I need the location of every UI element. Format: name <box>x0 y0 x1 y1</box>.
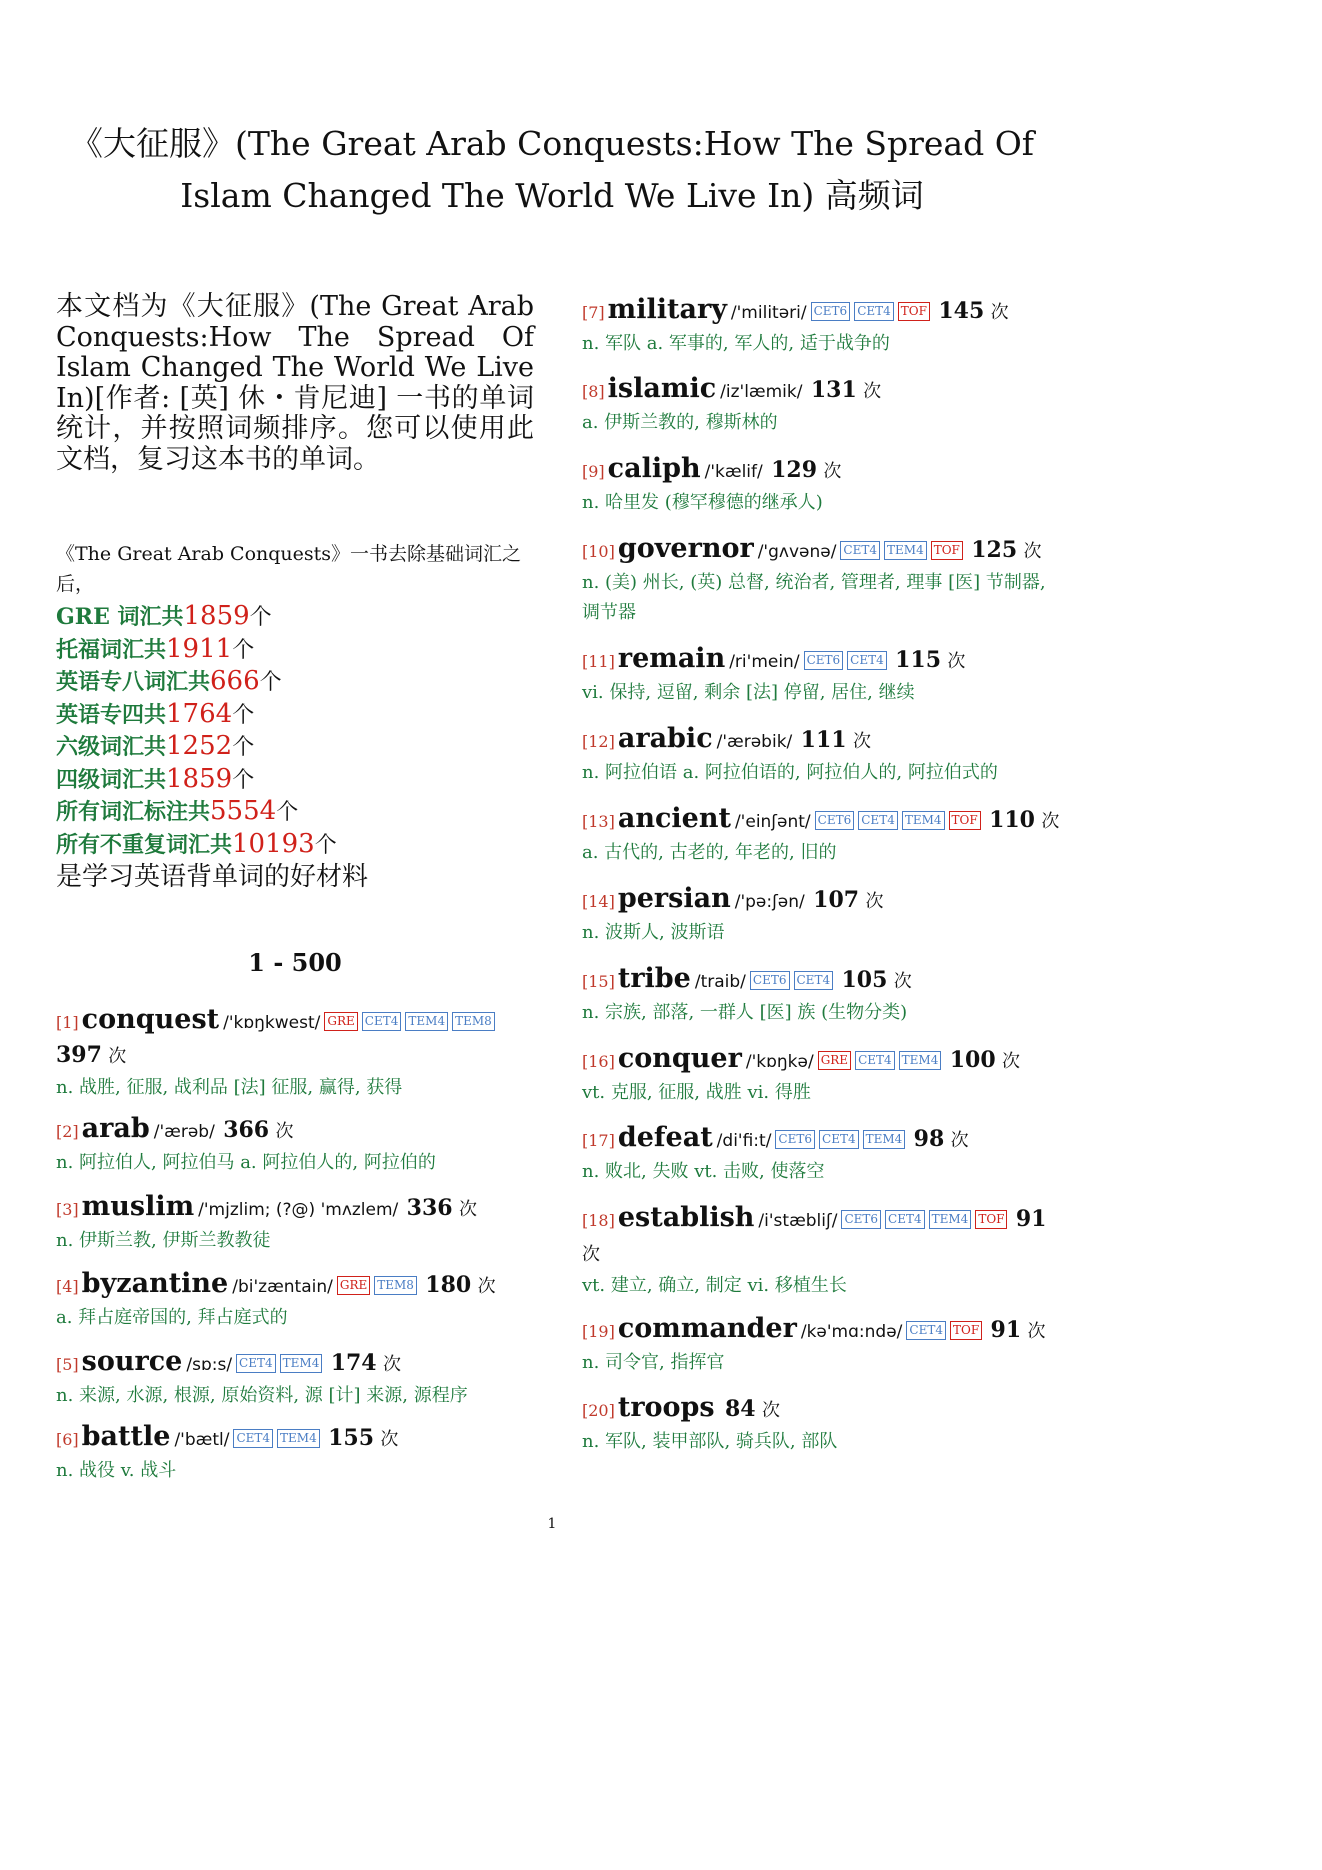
count-unit: 次 <box>863 381 882 402</box>
entry-count: 397 <box>56 1042 102 1068</box>
count-unit: 次 <box>1002 1051 1021 1072</box>
stat-label: 托福词汇共 <box>56 636 167 663</box>
exam-tag: CET6 <box>811 302 851 321</box>
entry-head <box>56 1004 534 1073</box>
entry-index: [16] <box>582 1052 615 1071</box>
exam-tag: TEM4 <box>277 1429 320 1448</box>
word-entry <box>582 643 1060 708</box>
entry-phonetic: /'kɒŋkə/ <box>745 1052 814 1072</box>
word-entry <box>582 723 1060 788</box>
entry-count: 131 <box>810 377 857 403</box>
entry-word: arab <box>81 1113 150 1144</box>
entry-head <box>582 883 1060 918</box>
count-unit: 次 <box>990 302 1009 323</box>
count-unit: 次 <box>852 731 871 752</box>
entry-word: governor <box>617 533 754 564</box>
stat-label: 六级词汇共 <box>56 734 167 760</box>
entry-definition: a. 伊斯兰教的, 穆斯林的 <box>582 412 778 433</box>
entry-head <box>582 294 1060 329</box>
word-entry <box>56 1004 534 1103</box>
exam-tag: CET6 <box>841 1210 881 1229</box>
entry-index: [2] <box>56 1122 79 1141</box>
entry-definition: n. 波斯人, 波斯语 <box>582 922 725 943</box>
entry-index: [17] <box>582 1131 615 1150</box>
count-unit: 次 <box>950 1130 969 1151</box>
exam-tag: TEM4 <box>863 1130 906 1149</box>
stat-line <box>56 666 534 699</box>
entry-definition: n. 战胜, 征服, 战利品 [法] 征服, 赢得, 获得 <box>56 1077 403 1098</box>
entry-word: ancient <box>617 803 731 834</box>
exam-tag: TOF <box>931 541 963 560</box>
word-entry <box>582 963 1060 1028</box>
entry-phonetic: /traib/ <box>694 972 746 992</box>
entry-phonetic: /bi'zæntain/ <box>232 1277 333 1297</box>
entry-head <box>56 1421 534 1456</box>
stat-value: 10193 <box>232 828 315 859</box>
entry-count: 129 <box>771 457 818 483</box>
word-entry <box>582 803 1060 868</box>
entry-index: [18] <box>582 1211 615 1230</box>
entry-head <box>582 1122 1060 1157</box>
count-unit: 次 <box>380 1429 399 1450</box>
exam-tag: TEM4 <box>902 811 945 830</box>
entry-head <box>56 1346 534 1381</box>
entry-head <box>582 453 1060 488</box>
count-unit: 次 <box>947 651 966 672</box>
stat-value: 5554 <box>210 796 277 826</box>
entry-phonetic: /'bætl/ <box>174 1430 230 1450</box>
entry-phonetic: /'ærəb/ <box>153 1122 215 1142</box>
entry-index: [3] <box>56 1200 79 1219</box>
word-entry <box>582 453 1060 518</box>
count-unit: 次 <box>477 1276 496 1297</box>
stats-outro: 是学习英语背单词的好材料 <box>56 862 369 892</box>
word-entry <box>56 1113 534 1178</box>
entry-word: battle <box>81 1421 171 1452</box>
document-title: 《大征服》(The Great Arab Conquests:How The Spread Of Islam Changed The World We Live In) 高频词 <box>70 124 1034 215</box>
stat-line <box>56 699 534 732</box>
entry-head <box>582 1392 1060 1427</box>
stat-label: 所有词汇标注共 <box>56 799 211 825</box>
exam-tag: TEM8 <box>374 1276 417 1295</box>
entry-index: [19] <box>582 1322 615 1341</box>
entry-count: 115 <box>895 647 942 673</box>
entry-phonetic: /'militəri/ <box>730 303 807 323</box>
exam-tag: GRE <box>337 1276 370 1295</box>
stat-line <box>56 731 534 764</box>
entry-definition: a. 古代的, 古老的, 年老的, 旧的 <box>582 842 837 863</box>
entry-phonetic: /'kɒŋkwest/ <box>223 1013 321 1033</box>
entry-head <box>56 1268 534 1303</box>
entry-phonetic: /kə'mɑ:ndə/ <box>800 1322 903 1342</box>
entry-head <box>582 723 1060 758</box>
exam-tag: CET4 <box>233 1429 273 1448</box>
entry-definition: n. 阿拉伯人, 阿拉伯马 a. 阿拉伯人的, 阿拉伯的 <box>56 1152 436 1173</box>
count-unit: 次 <box>1027 1321 1046 1342</box>
exam-tag: GRE <box>818 1051 851 1070</box>
exam-tag: CET4 <box>858 811 898 830</box>
count-unit: 次 <box>275 1121 294 1142</box>
exam-tag: TOF <box>950 1321 982 1340</box>
stat-unit: 个 <box>232 637 255 663</box>
entry-definition: n. 军队 a. 军事的, 军人的, 适于战争的 <box>582 333 890 354</box>
entry-count: 180 <box>425 1272 472 1298</box>
word-entry <box>56 1268 534 1333</box>
exam-tag: CET4 <box>906 1321 946 1340</box>
entry-index: [10] <box>582 542 615 561</box>
exam-tag: GRE <box>324 1012 357 1031</box>
entry-definition: vi. 保持, 逗留, 剩余 [法] 停留, 居住, 继续 <box>582 682 915 703</box>
exam-tag: CET4 <box>362 1012 402 1031</box>
stat-unit: 个 <box>232 767 255 793</box>
entry-count: 91 <box>1015 1206 1047 1232</box>
stat-label: 英语专四共 <box>56 701 167 728</box>
entry-head <box>582 1202 1060 1271</box>
entry-word: troops <box>617 1392 715 1423</box>
range-heading: 1 - 500 <box>248 948 342 977</box>
page-number: 1 <box>547 1516 557 1532</box>
entry-definition: n. 司令官, 指挥官 <box>582 1352 725 1373</box>
exam-tag: TEM4 <box>929 1210 972 1229</box>
exam-tag: TEM4 <box>405 1012 448 1031</box>
entry-phonetic: /i'stæbliʃ/ <box>758 1211 838 1231</box>
word-entry <box>56 1346 534 1411</box>
count-unit: 次 <box>761 1400 780 1421</box>
entry-index: [7] <box>582 303 605 322</box>
word-entry <box>56 1421 534 1486</box>
entry-phonetic: /'einʃənt/ <box>734 812 811 832</box>
exam-tag: TEM4 <box>280 1354 323 1373</box>
stat-value: 1911 <box>166 633 233 664</box>
entry-word: defeat <box>617 1122 713 1153</box>
count-unit: 次 <box>582 1244 600 1265</box>
entry-phonetic: /'mjzlim; (?@) 'mʌzlem/ <box>198 1200 399 1220</box>
count-unit: 次 <box>458 1199 477 1220</box>
entry-index: [11] <box>582 652 615 671</box>
entry-definition: n. (美) 州长, (英) 总督, 统治者, 管理者, 理事 [医] 节制器, 调节器 <box>582 572 1046 623</box>
entry-word: persian <box>617 883 731 914</box>
word-entry <box>582 294 1060 359</box>
entry-definition: n. 败北, 失败 vt. 击败, 使落空 <box>582 1161 825 1182</box>
entry-phonetic: /di'fi:t/ <box>716 1131 772 1151</box>
exam-tag: TEM8 <box>452 1012 495 1031</box>
exam-tag: TOF <box>975 1210 1007 1229</box>
count-unit: 次 <box>108 1046 127 1067</box>
entry-index: [20] <box>582 1401 615 1420</box>
entry-index: [9] <box>582 462 605 481</box>
count-unit: 次 <box>823 461 842 482</box>
entry-index: [1] <box>56 1013 79 1032</box>
entry-word: muslim <box>81 1191 195 1222</box>
entry-word: remain <box>617 643 726 674</box>
exam-tag: CET4 <box>840 541 880 560</box>
exam-tag: CET6 <box>750 971 790 990</box>
entry-definition: vt. 建立, 确立, 制定 vi. 移植生长 <box>582 1275 847 1296</box>
count-unit: 次 <box>1041 811 1060 832</box>
entry-count: 84 <box>725 1396 756 1422</box>
stat-label: GRE 词汇共 <box>56 604 184 630</box>
exam-tag: CET4 <box>236 1354 276 1373</box>
exam-tag: CET4 <box>819 1130 859 1149</box>
stat-value: 666 <box>210 666 260 696</box>
entry-definition: n. 阿拉伯语 a. 阿拉伯语的, 阿拉伯人的, 阿拉伯式的 <box>582 762 998 783</box>
entry-head <box>582 1313 1060 1348</box>
entry-word: source <box>81 1346 183 1377</box>
exam-tag: TOF <box>898 302 930 321</box>
exam-tag: CET6 <box>804 651 844 670</box>
entry-word: military <box>607 294 727 325</box>
entry-definition: n. 伊斯兰教, 伊斯兰教教徒 <box>56 1230 271 1251</box>
stat-line <box>56 601 534 634</box>
exam-tag: TEM4 <box>899 1051 942 1070</box>
word-entry <box>582 373 1060 438</box>
intro-paragraph: 本文档为《大征服》(The Great Arab Conquests:How The Spread Of Islam Changed The World We Live In)[作者: [英] 休・肯尼迪] 一书的单词统计，并按照词频排序。您可以使用此文档，复习这本书的单词。 <box>56 291 534 475</box>
entry-head <box>582 803 1060 838</box>
entry-definition: a. 拜占庭帝国的, 拜占庭式的 <box>56 1307 288 1328</box>
entry-index: [14] <box>582 892 615 911</box>
stat-value: 1859 <box>183 601 250 631</box>
exam-tag: CET6 <box>815 811 855 830</box>
stat-unit: 个 <box>314 832 337 858</box>
entry-head <box>582 643 1060 678</box>
entry-word: establish <box>617 1202 755 1233</box>
entry-head <box>56 1191 534 1226</box>
entry-count: 100 <box>949 1047 996 1073</box>
stat-unit: 个 <box>232 702 255 728</box>
entry-phonetic: /'gʌvənə/ <box>757 542 837 562</box>
entry-word: byzantine <box>81 1268 229 1299</box>
entry-phonetic: /sɒ:s/ <box>186 1355 233 1375</box>
entry-count: 174 <box>330 1350 377 1376</box>
entry-word: arabic <box>617 723 713 754</box>
entry-head <box>582 963 1060 998</box>
entry-phonetic: /'ærəbik/ <box>716 732 793 752</box>
count-unit: 次 <box>1023 541 1042 562</box>
stat-line <box>56 796 534 829</box>
stat-value: 1859 <box>166 763 233 794</box>
entry-word: conquer <box>617 1043 742 1074</box>
entry-index: [15] <box>582 972 615 991</box>
entry-index: [13] <box>582 812 615 831</box>
stat-unit: 个 <box>249 605 272 630</box>
entry-phonetic: /'pə:ʃən/ <box>734 892 805 912</box>
entry-phonetic: /'kælif/ <box>704 462 763 482</box>
entry-phonetic: /ri'mein/ <box>729 652 800 672</box>
entry-phonetic: /iz'læmik/ <box>720 382 803 402</box>
entry-count: 105 <box>841 967 888 993</box>
entry-head <box>582 1043 1060 1078</box>
entry-index: [4] <box>56 1277 79 1296</box>
stat-unit: 个 <box>232 735 255 760</box>
entry-index: [6] <box>56 1430 79 1449</box>
entry-count: 107 <box>813 887 860 913</box>
exam-tag: TEM4 <box>884 541 927 560</box>
exam-tag: CET4 <box>847 651 887 670</box>
entry-definition: vt. 克服, 征服, 战胜 vi. 得胜 <box>582 1082 811 1103</box>
entry-index: [8] <box>582 382 605 401</box>
stat-line <box>56 764 534 797</box>
entry-definition: n. 来源, 水源, 根源, 原始资料, 源 [计] 来源, 源程序 <box>56 1385 468 1406</box>
word-entry <box>582 533 1060 628</box>
entry-word: islamic <box>607 373 717 404</box>
entry-definition: n. 哈里发 (穆罕穆德的继承人) <box>582 492 823 513</box>
entry-count: 366 <box>223 1117 270 1143</box>
entry-count: 111 <box>800 727 847 753</box>
word-entry <box>56 1191 534 1256</box>
count-unit: 次 <box>382 1354 401 1375</box>
exam-tag: CET4 <box>885 1210 925 1229</box>
entry-count: 145 <box>938 298 985 324</box>
entry-head <box>582 373 1060 408</box>
count-unit: 次 <box>893 971 912 992</box>
entry-count: 125 <box>971 537 1018 563</box>
stat-label: 所有不重复词汇共 <box>56 831 233 858</box>
word-entry <box>582 1122 1060 1187</box>
stat-line <box>56 829 534 862</box>
exam-tag: TOF <box>949 811 981 830</box>
entry-count: 98 <box>913 1126 945 1152</box>
stats-block <box>56 539 534 893</box>
entry-word: commander <box>617 1313 797 1344</box>
word-entry <box>582 1313 1060 1378</box>
entry-count: 155 <box>328 1425 375 1451</box>
stat-value: 1764 <box>166 698 233 729</box>
exam-tag: CET4 <box>794 971 834 990</box>
stat-label: 四级词汇共 <box>56 766 167 793</box>
count-unit: 次 <box>865 891 884 912</box>
entry-definition: n. 军队, 装甲部队, 骑兵队, 部队 <box>582 1431 838 1452</box>
stat-label: 英语专八词汇共 <box>56 669 211 695</box>
entry-word: conquest <box>81 1004 220 1035</box>
exam-tag: CET4 <box>855 1051 895 1070</box>
exam-tag: CET6 <box>775 1130 815 1149</box>
entry-word: caliph <box>607 453 701 484</box>
stat-unit: 个 <box>276 800 299 825</box>
word-entry <box>582 1043 1060 1108</box>
word-entry <box>582 1202 1060 1301</box>
entry-index: [12] <box>582 732 615 751</box>
entry-definition: n. 战役 v. 战斗 <box>56 1460 177 1481</box>
entry-head <box>56 1113 534 1148</box>
stats-intro: 《The Great Arab Conquests》一书去除基础词汇之后， <box>56 543 522 595</box>
entry-index: [5] <box>56 1355 79 1374</box>
exam-tag: CET4 <box>854 302 894 321</box>
entry-word: tribe <box>617 963 691 994</box>
entry-count: 91 <box>990 1317 1022 1343</box>
stats-lines <box>56 601 534 861</box>
entry-count: 336 <box>406 1195 453 1221</box>
stat-line <box>56 634 534 667</box>
word-entry <box>582 883 1060 948</box>
entry-count: 110 <box>989 807 1035 833</box>
word-entry <box>582 1392 1060 1457</box>
stat-value: 1252 <box>166 731 233 761</box>
entry-head <box>582 533 1060 568</box>
stat-unit: 个 <box>259 670 282 695</box>
entry-definition: n. 宗族, 部落, 一群人 [医] 族 (生物分类) <box>582 1002 908 1023</box>
